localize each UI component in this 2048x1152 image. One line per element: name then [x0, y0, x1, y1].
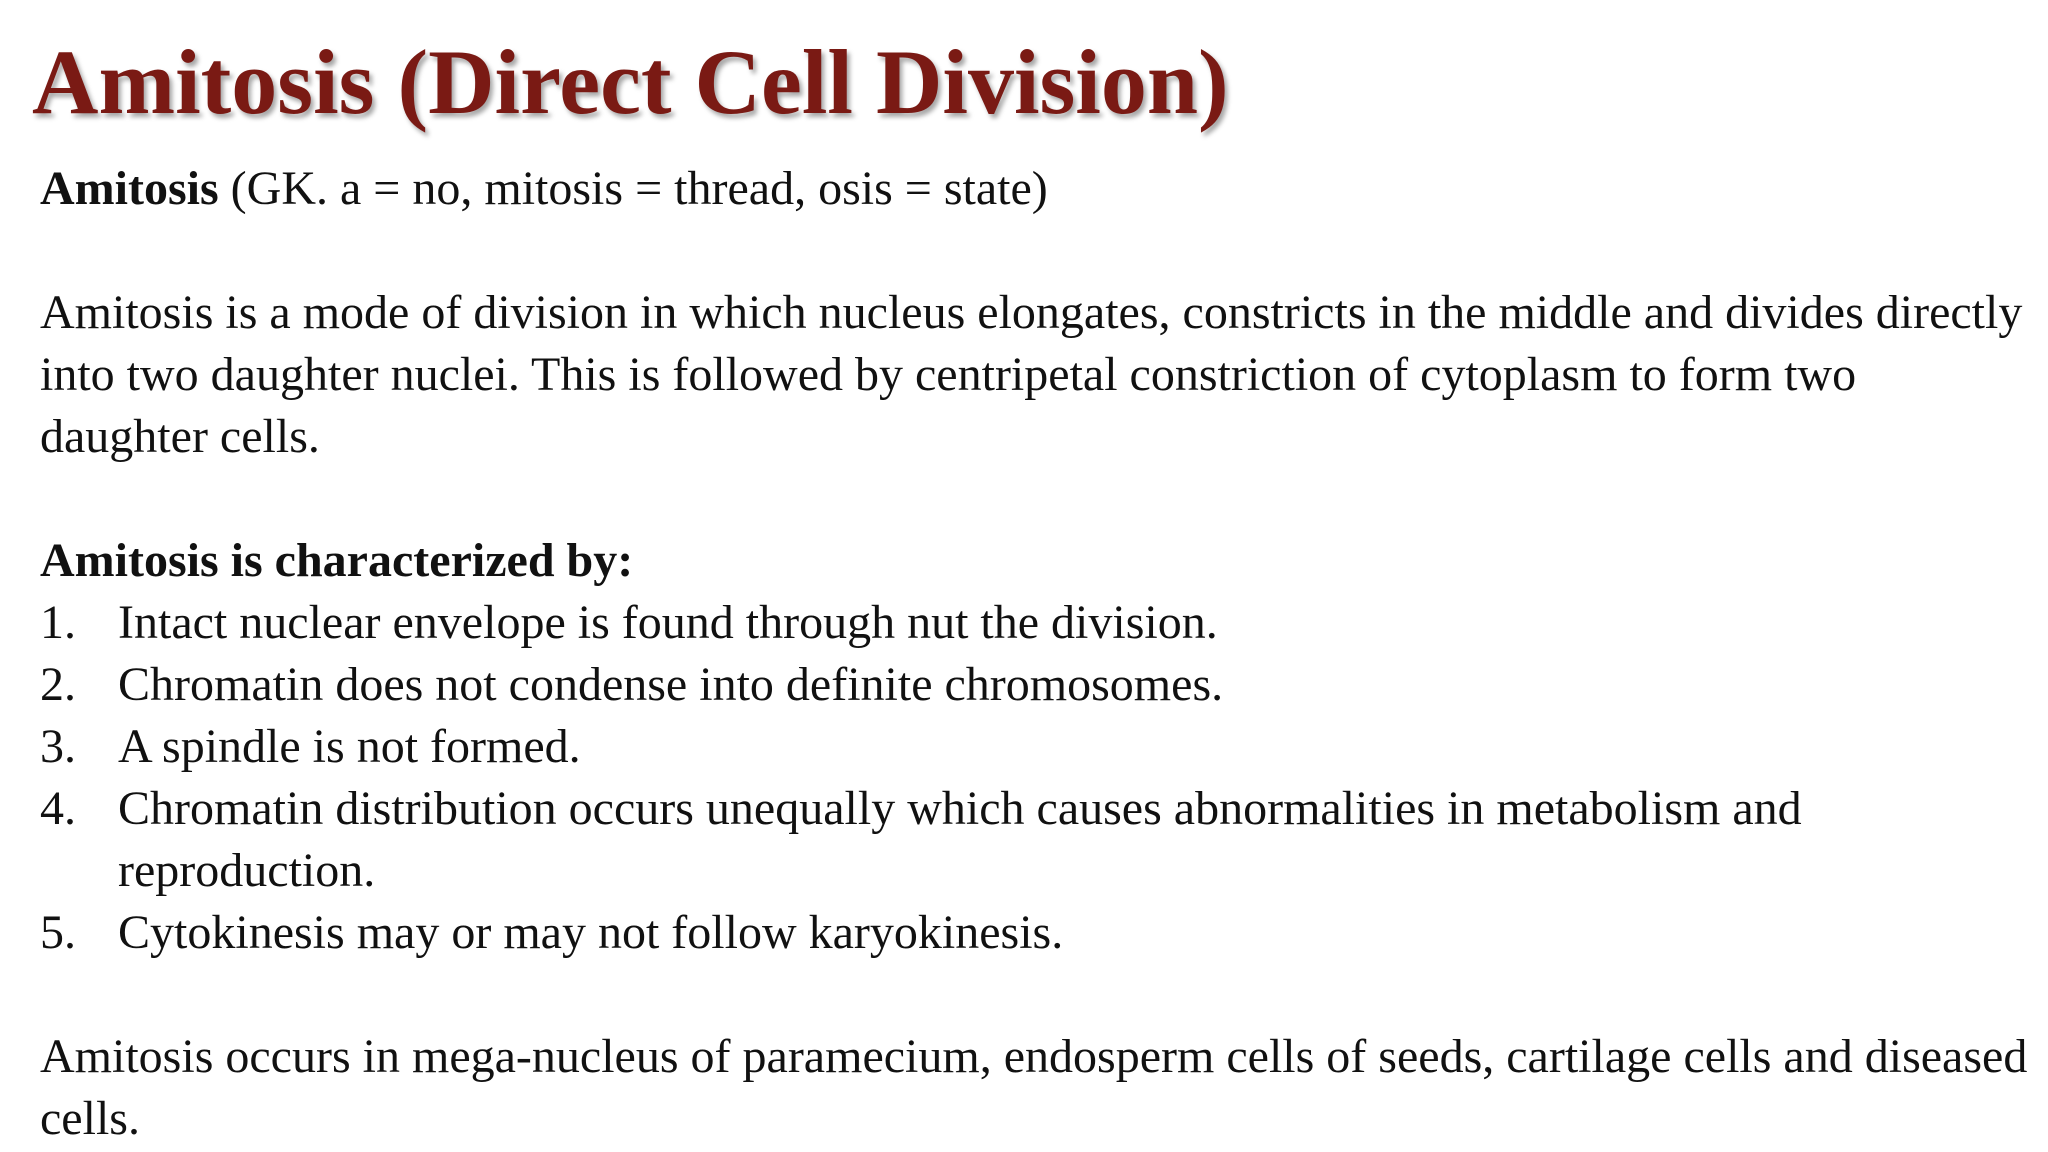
occurrence-paragraph: Amitosis occurs in mega-nucleus of paramecium, endosperm cells of seeds, cartilage cells and diseased cells. — [40, 1030, 2028, 1145]
etymology-text: (GK. a = no, mitosis = thread, osis = state) — [218, 162, 1048, 215]
list-item-text: Chromatin distribution occurs unequally which causes abnormalities in metabolism and reproduction. — [118, 782, 1802, 897]
spacer — [40, 220, 2030, 282]
list-item-text: Chromatin does not condense into definite chromosomes. — [118, 658, 1224, 711]
etymology-line — [40, 158, 2030, 220]
slide-content — [40, 158, 2030, 1150]
characteristics-heading: Amitosis is characterized by: — [40, 534, 634, 587]
slide-title: Amitosis (Direct Cell Division) — [32, 31, 1229, 133]
characteristics-list — [40, 592, 2030, 964]
list-item — [40, 778, 2030, 902]
list-item-number: 5. — [40, 906, 76, 959]
etymology-term: Amitosis — [40, 162, 219, 215]
list-item-text: A spindle is not formed. — [118, 720, 581, 773]
list-item — [40, 902, 2030, 964]
spacer — [40, 468, 2030, 530]
list-item-text: Cytokinesis may or may not follow karyokinesis. — [118, 906, 1064, 959]
spacer — [40, 964, 2030, 1026]
list-item — [40, 716, 2030, 778]
list-item-number: 2. — [40, 658, 76, 711]
list-item-number: 3. — [40, 720, 76, 773]
list-item — [40, 592, 2030, 654]
list-item-number: 1. — [40, 596, 76, 649]
list-item — [40, 654, 2030, 716]
definition-paragraph: Amitosis is a mode of division in which nucleus elongates, constricts in the middle and divides directly into two daughter nuclei. This is followed by centripetal constriction of cytoplasm to form two daughter cells. — [40, 286, 2023, 463]
list-item-text: Intact nuclear envelope is found through nut the division. — [118, 596, 1218, 649]
list-item-number: 4. — [40, 782, 76, 835]
